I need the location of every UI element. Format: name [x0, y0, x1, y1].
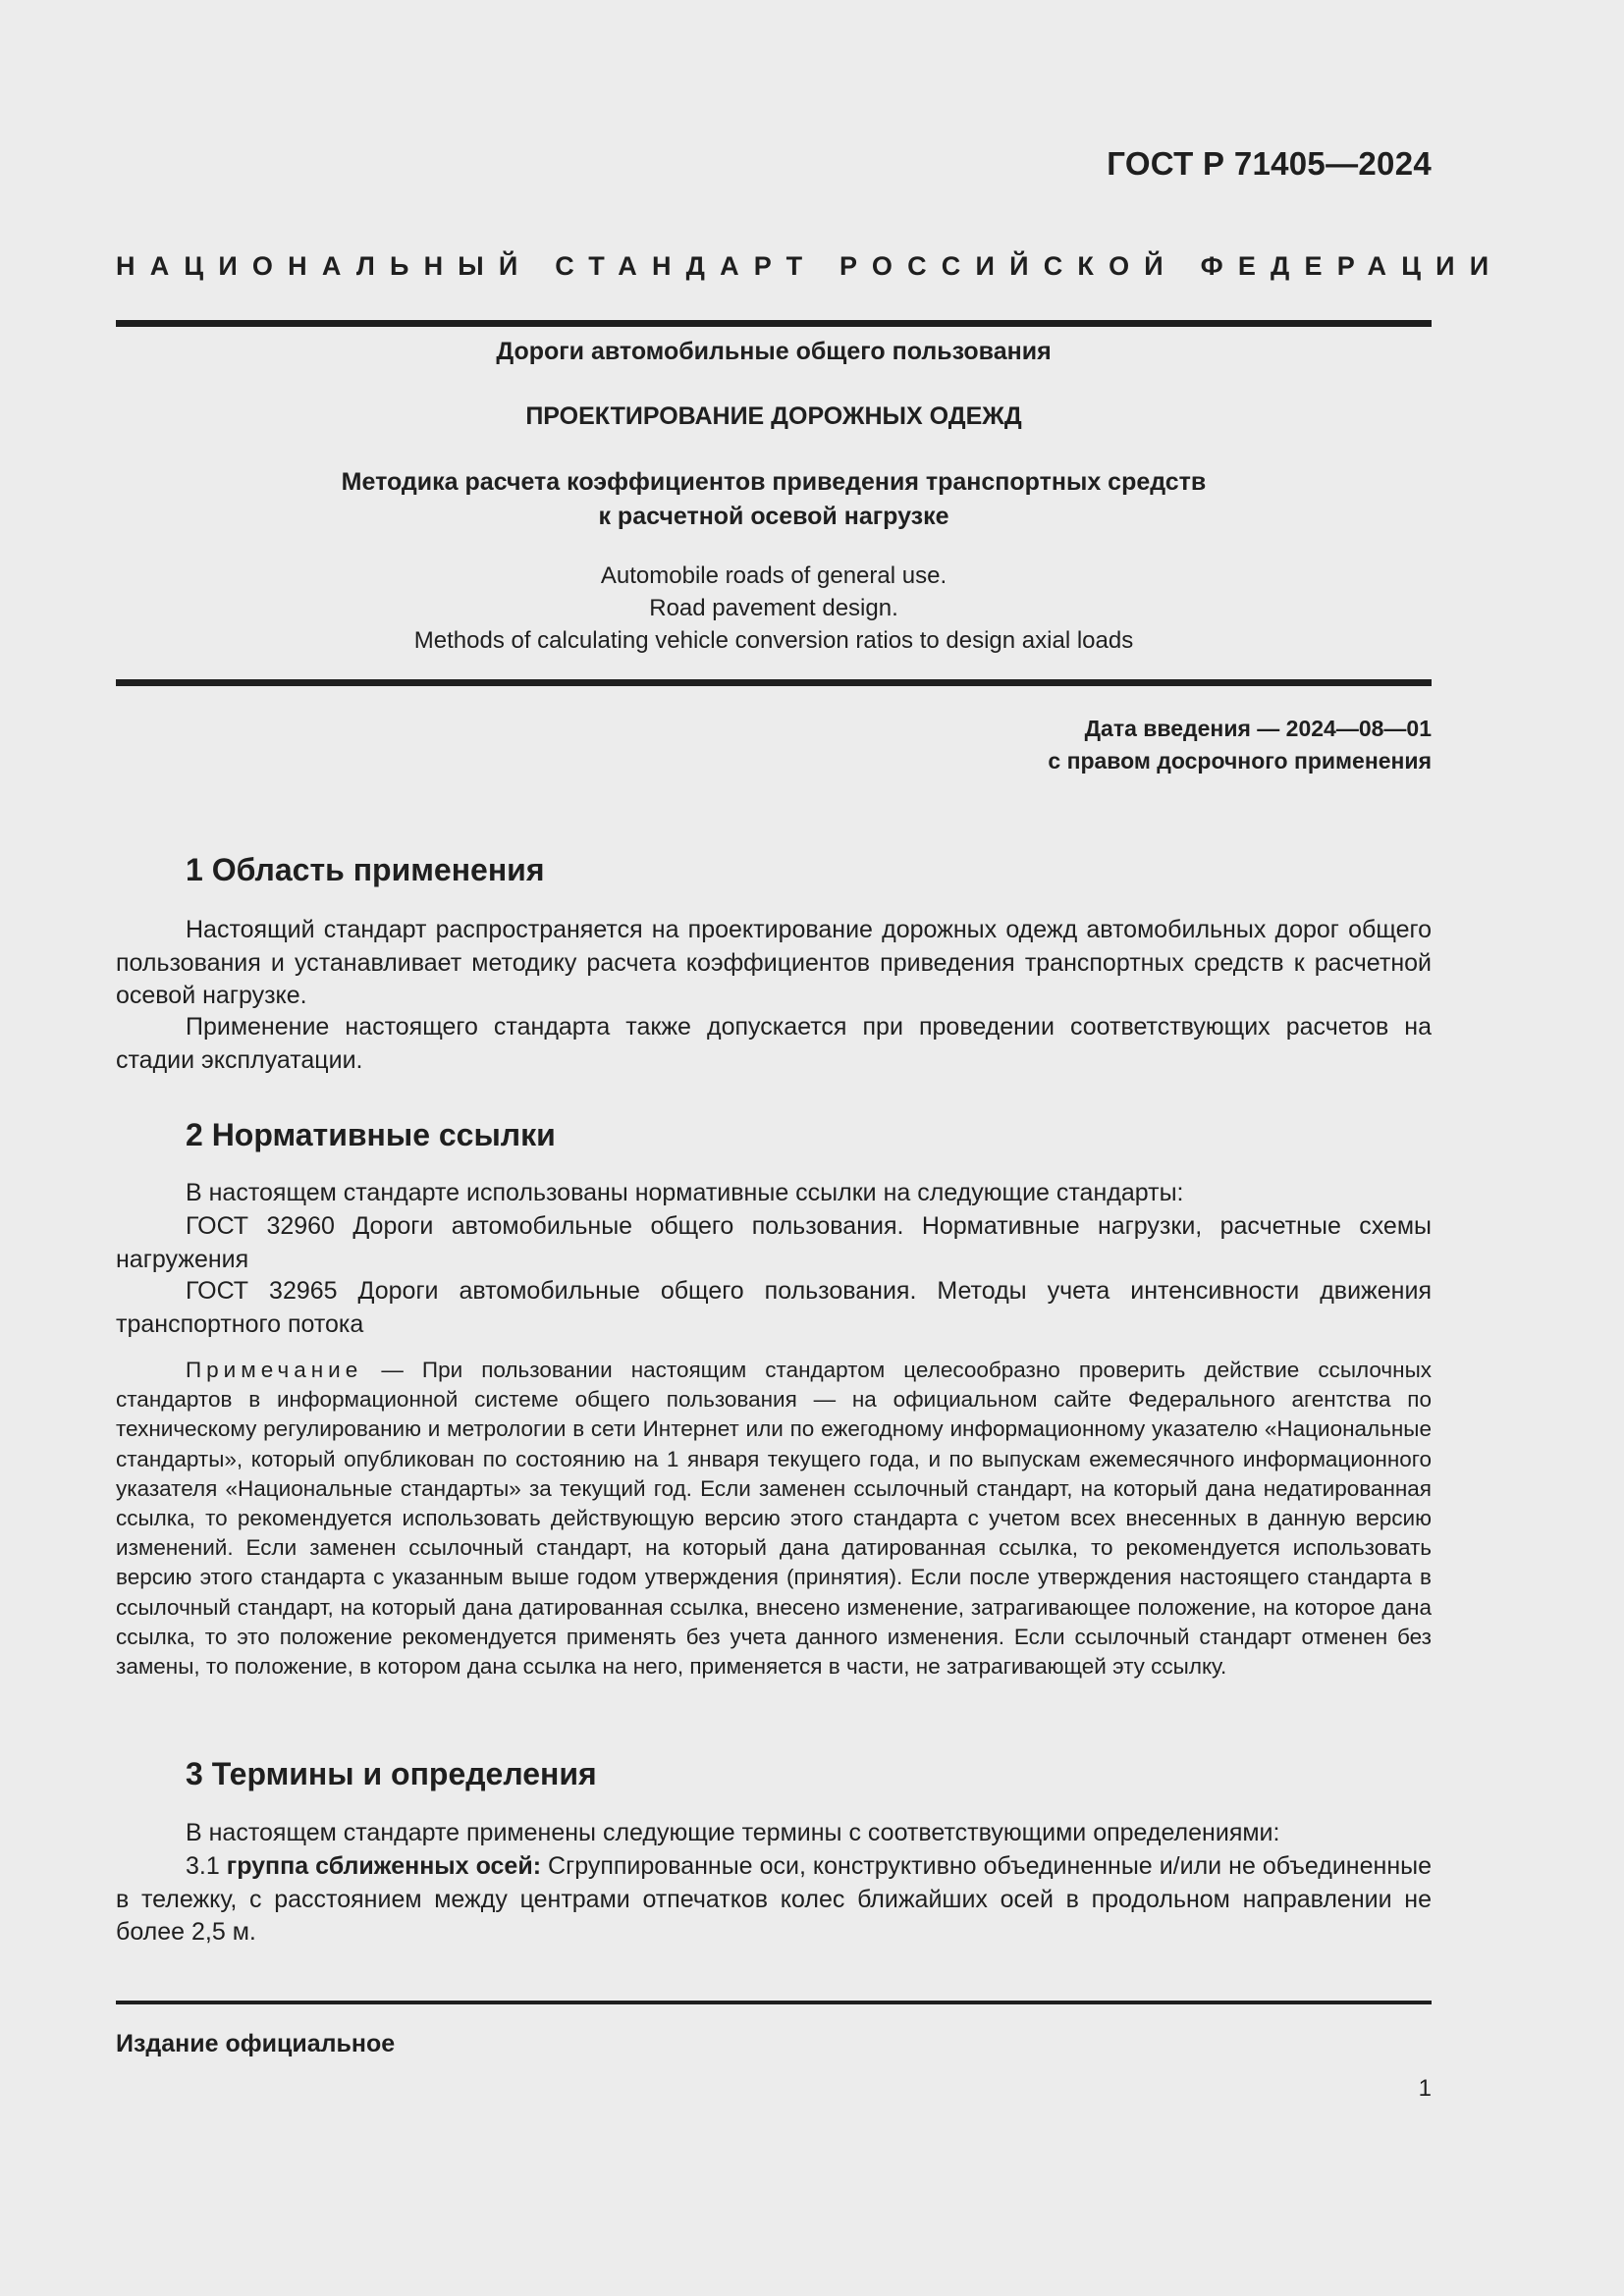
- document-page: [116, 0, 1504, 2296]
- section-2-paragraph-1: В настоящем стандарте использованы нормативные ссылки на следующие стандарты:: [186, 1179, 1184, 1206]
- reference-gost-32960: ГОСТ 32960 Дороги автомобильные общего пользования. Нормативные нагрузки, расчетные схемы нагружения: [116, 1212, 1432, 1273]
- title-bottom-rule: [116, 679, 1432, 686]
- page-number: 1: [1418, 2075, 1432, 2102]
- title-pavement-design: ПРОЕКТИРОВАНИЕ ДОРОЖНЫХ ОДЕЖД: [525, 402, 1022, 430]
- english-title-line-2: Road pavement design.: [649, 595, 898, 621]
- title-method: [116, 465, 1432, 534]
- introduction-date-line: Дата введения — 2024—08—01: [1084, 716, 1432, 741]
- section-1-paragraph-2: Применение настоящего стандарта также допускается при проведении соответствующих расчетов на стадии эксплуатации.: [116, 1013, 1432, 1074]
- introduction-date: [1048, 713, 1432, 777]
- note-label: Примечание: [186, 1358, 363, 1382]
- section-3-paragraph-1: В настоящем стандарте применены следующие термины с соответствующими определениями:: [186, 1819, 1280, 1846]
- document-number: ГОСТ Р 71405—2024: [1107, 145, 1432, 182]
- english-title-line-1: Automobile roads of general use.: [600, 562, 947, 589]
- term-number: 3.1: [186, 1852, 227, 1880]
- term-definition: Сгруппированные оси, конструктивно объединенные и/или не объединенные в тележку, с расстоянием между центрами отпечатков колес ближайших осей в продольном направлении не более 2,5 м.: [116, 1852, 1433, 1946]
- term-name: группа сближенных осей:: [226, 1852, 542, 1880]
- top-rule: [116, 320, 1432, 327]
- section-1-heading: 1 Область применения: [186, 852, 545, 887]
- footer-rule: [116, 2001, 1432, 2004]
- term-3-1: [116, 1850, 1432, 1949]
- english-title: [116, 560, 1432, 657]
- early-application-line: с правом досрочного применения: [1048, 748, 1432, 774]
- note-paragraph: [116, 1356, 1432, 1682]
- section-2-heading: 2 Нормативные ссылки: [186, 1117, 556, 1152]
- note-text: — При пользовании настоящим стандартом целесообразно проверить действие ссылочных стандартов в информационной системе общего пользования — на официальном сайте Федерального агентства по техническому регулированию и метрологии в сети Интернет или по ежегодному информационному указателю «Национальные стандарты», который опубликован по состоянию на 1 января текущего года, и по выпускам ежемесячного информационного указателя «Национальные стандарты» за текущий год. Если заменен ссылочный стандарт, на который дана недатированная ссылка, то рекомендуется использовать действующую версию этого стандарта с учетом всех внесенных в данную версию изменений. Если заменен ссылочный стандарт, на который дана датированная ссылка, то рекомендуется использовать версию этого стандарта с указанным выше годом утверждения (принятия). Если после утверждения настоящего стандарта в ссылочный стандарт, на который дана датированная ссылка, внесено изменение, затрагивающее положение, на которое дана ссылка, то это положение рекомендуется применять без учета данного изменения. Если ссылочный стандарт отменен без замены, то положение, в котором дана ссылка на него, применяется в части, не затрагивающей эту ссылку.: [116, 1358, 1432, 1680]
- official-edition: Издание официальное: [116, 2030, 396, 2057]
- english-title-line-3: Methods of calculating vehicle conversion ratios to design axial loads: [413, 627, 1134, 654]
- section-3-heading: 3 Термины и определения: [186, 1756, 597, 1791]
- reference-gost-32965: ГОСТ 32965 Дороги автомобильные общего пользования. Методы учета интенсивности движения транспортного потока: [116, 1277, 1432, 1338]
- title-method-line-1: Методика расчета коэффициентов приведения транспортных средств: [341, 468, 1207, 496]
- title-method-line-2: к расчетной осевой нагрузке: [598, 503, 949, 530]
- national-standard-caption: НАЦИОНАЛЬНЫЙ СТАНДАРТ РОССИЙСКОЙ ФЕДЕРАЦИИ: [116, 251, 1504, 281]
- section-1-paragraph-1: Настоящий стандарт распространяется на проектирование дорожных одежд автомобильных дорог общего пользования и устанавливает методику расчета коэффициентов приведения транспортных средств к расчетной осевой нагрузке.: [116, 916, 1432, 1009]
- title-roads: Дороги автомобильные общего пользования: [496, 338, 1052, 365]
